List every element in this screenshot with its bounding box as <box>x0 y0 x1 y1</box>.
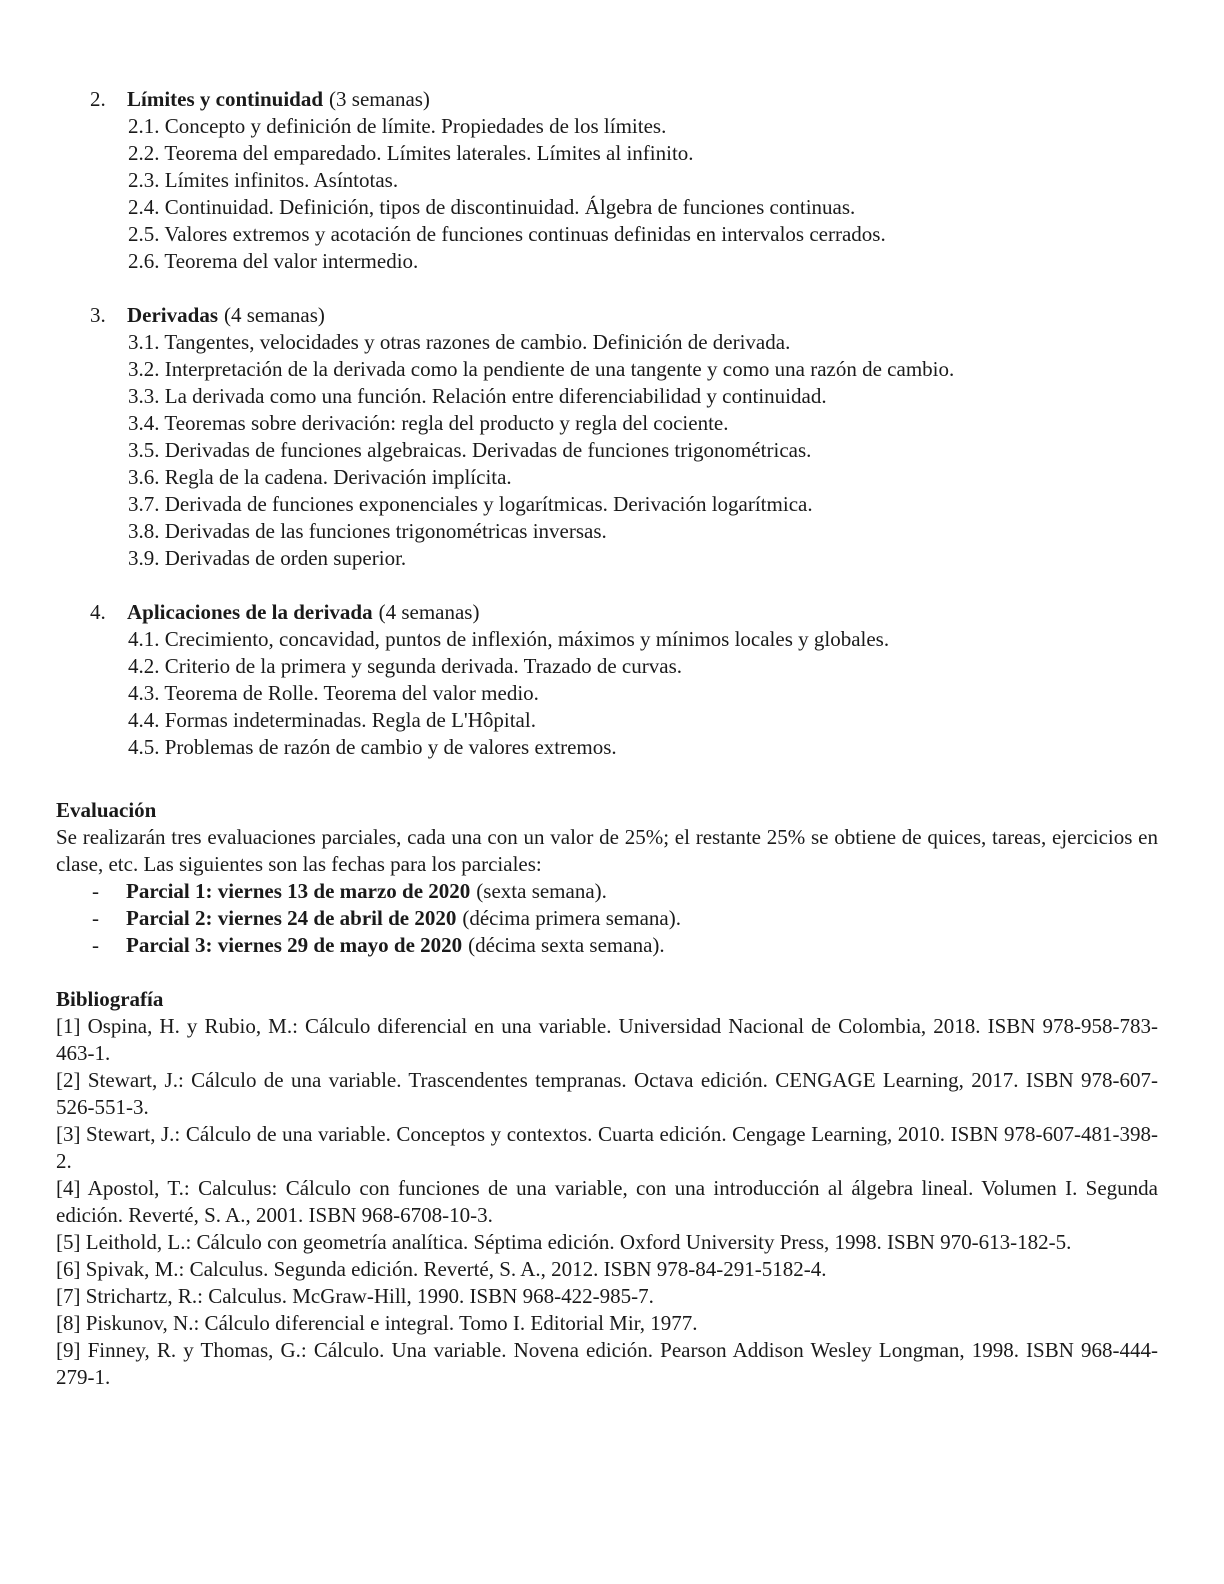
topic-number: 4. <box>90 600 106 624</box>
topic-duration: (3 semanas) <box>329 87 430 111</box>
topic-duration: (4 semanas) <box>224 303 325 327</box>
topic-title: Derivadas <box>127 303 218 327</box>
topic <box>90 599 1160 761</box>
topic-title: Aplicaciones de la derivada <box>127 600 373 624</box>
subtopic-item: 3.6. Regla de la cadena. Derivación implícita. <box>128 465 512 489</box>
subtopic-item: 3.8. Derivadas de las funciones trigonométricas inversas. <box>128 519 607 543</box>
subtopic-item: 2.4. Continuidad. Definición, tipos de discontinuidad. Álgebra de funciones continuas. <box>128 195 856 219</box>
subtopic-item: 4.2. Criterio de la primera y segunda derivada. Trazado de curvas. <box>128 654 682 678</box>
subtopic-item: 2.6. Teorema del valor intermedio. <box>128 249 419 273</box>
reference-item: [5] Leithold, L.: Cálculo con geometría analítica. Séptima edición. Oxford University Press, 1998. ISBN 970-613-182-5. <box>56 1230 1072 1254</box>
subtopic-item: 3.1. Tangentes, velocidades y otras razones de cambio. Definición de derivada. <box>128 330 791 354</box>
topic-title: Límites y continuidad <box>127 87 324 111</box>
dash-bullet: - <box>92 933 99 957</box>
topic-heading <box>90 86 1160 113</box>
reference-item: [3] Stewart, J.: Cálculo de una variable. Conceptos y contextos. Cuarta edición. Cengage Learning, 2010. ISBN 978-607-481-398-2. <box>56 1122 1158 1173</box>
subtopic-item: 2.1. Concepto y definición de límite. Propiedades de los límites. <box>128 114 667 138</box>
exam-note: (décima primera semana). <box>462 906 681 930</box>
subtopic-item: 2.3. Límites infinitos. Asíntotas. <box>128 168 399 192</box>
bibliography-heading: Bibliografía <box>56 987 164 1011</box>
topic-duration: (4 semanas) <box>378 600 480 624</box>
topic-list <box>90 86 1160 788</box>
subtopic-item: 2.2. Teorema del emparedado. Límites laterales. Límites al infinito. <box>128 141 694 165</box>
exam-date: Parcial 2: viernes 24 de abril de 2020 <box>126 906 457 930</box>
reference-item: [2] Stewart, J.: Cálculo de una variable. Trascendentes tempranas. Octava edición. CENGAGE Learning, 2017. ISBN 978-607-526-551-3. <box>56 1068 1158 1119</box>
subtopic-item: 4.4. Formas indeterminadas. Regla de L'Hôpital. <box>128 708 536 732</box>
reference-item: [9] Finney, R. y Thomas, G.: Cálculo. Una variable. Novena edición. Pearson Addison Wesley Longman, 1998. ISBN 968-444-279-1. <box>56 1338 1158 1389</box>
subtopic-item: 3.9. Derivadas de orden superior. <box>128 546 407 570</box>
exam-item <box>56 932 1158 959</box>
topic-number: 3. <box>90 303 106 327</box>
topic <box>90 86 1160 275</box>
dash-bullet: - <box>92 879 99 903</box>
reference-item: [8] Piskunov, N.: Cálculo diferencial e integral. Tomo I. Editorial Mir, 1977. <box>56 1311 698 1335</box>
reference-item: [7] Strichartz, R.: Calculus. McGraw-Hill, 1990. ISBN 968-422-985-7. <box>56 1284 654 1308</box>
exam-date: Parcial 3: viernes 29 de mayo de 2020 <box>126 933 463 957</box>
bibliography-section <box>56 986 1158 1391</box>
subtopic-item: 3.7. Derivada de funciones exponenciales y logarítmicas. Derivación logarítmica. <box>128 492 813 516</box>
reference-item: [4] Apostol, T.: Calculus: Cálculo con funciones de una variable, con una introducción al álgebra lineal. Volumen I. Segunda edición. Reverté, S. A., 2001. ISBN 968-6708-10-3. <box>56 1176 1158 1227</box>
subtopic-item: 3.2. Interpretación de la derivada como la pendiente de una tangente y como una razón de cambio. <box>128 357 955 381</box>
topic-heading <box>90 599 1160 626</box>
subtopic-item: 4.1. Crecimiento, concavidad, puntos de inflexión, máximos y mínimos locales y globales. <box>128 627 890 651</box>
subtopic-item: 3.4. Teoremas sobre derivación: regla del producto y regla del cociente. <box>128 411 729 435</box>
subtopic-item: 2.5. Valores extremos y acotación de funciones continuas definidas en intervalos cerrados. <box>128 222 886 246</box>
exam-note: (décima sexta semana). <box>468 933 665 957</box>
topic <box>90 302 1160 572</box>
reference-item: [6] Spivak, M.: Calculus. Segunda edición. Reverté, S. A., 2012. ISBN 978-84-291-5182-4. <box>56 1257 827 1281</box>
subtopic-item: 4.3. Teorema de Rolle. Teorema del valor medio. <box>128 681 539 705</box>
evaluation-paragraph: Se realizarán tres evaluaciones parciales, cada una con un valor de 25%; el restante 25% se obtiene de quices, tareas, ejercicios en clase, etc. Las siguientes son las fechas para los parciales: <box>56 825 1158 876</box>
topic-number: 2. <box>90 87 106 111</box>
exam-list <box>56 878 1158 959</box>
exam-item <box>56 878 1158 905</box>
reference-item: [1] Ospina, H. y Rubio, M.: Cálculo diferencial en una variable. Universidad Nacional de Colombia, 2018. ISBN 978-958-783-463-1. <box>56 1014 1158 1065</box>
exam-note: (sexta semana). <box>476 879 607 903</box>
exam-date: Parcial 1: viernes 13 de marzo de 2020 <box>126 879 471 903</box>
subtopic-item: 3.3. La derivada como una función. Relación entre diferenciabilidad y continuidad. <box>128 384 827 408</box>
topic-heading <box>90 302 1160 329</box>
exam-item <box>56 905 1158 932</box>
evaluation-section <box>56 797 1158 959</box>
dash-bullet: - <box>92 906 99 930</box>
evaluation-heading: Evaluación <box>56 798 157 822</box>
subtopic-item: 3.5. Derivadas de funciones algebraicas. Derivadas de funciones trigonométricas. <box>128 438 812 462</box>
subtopic-item: 4.5. Problemas de razón de cambio y de valores extremos. <box>128 735 617 759</box>
